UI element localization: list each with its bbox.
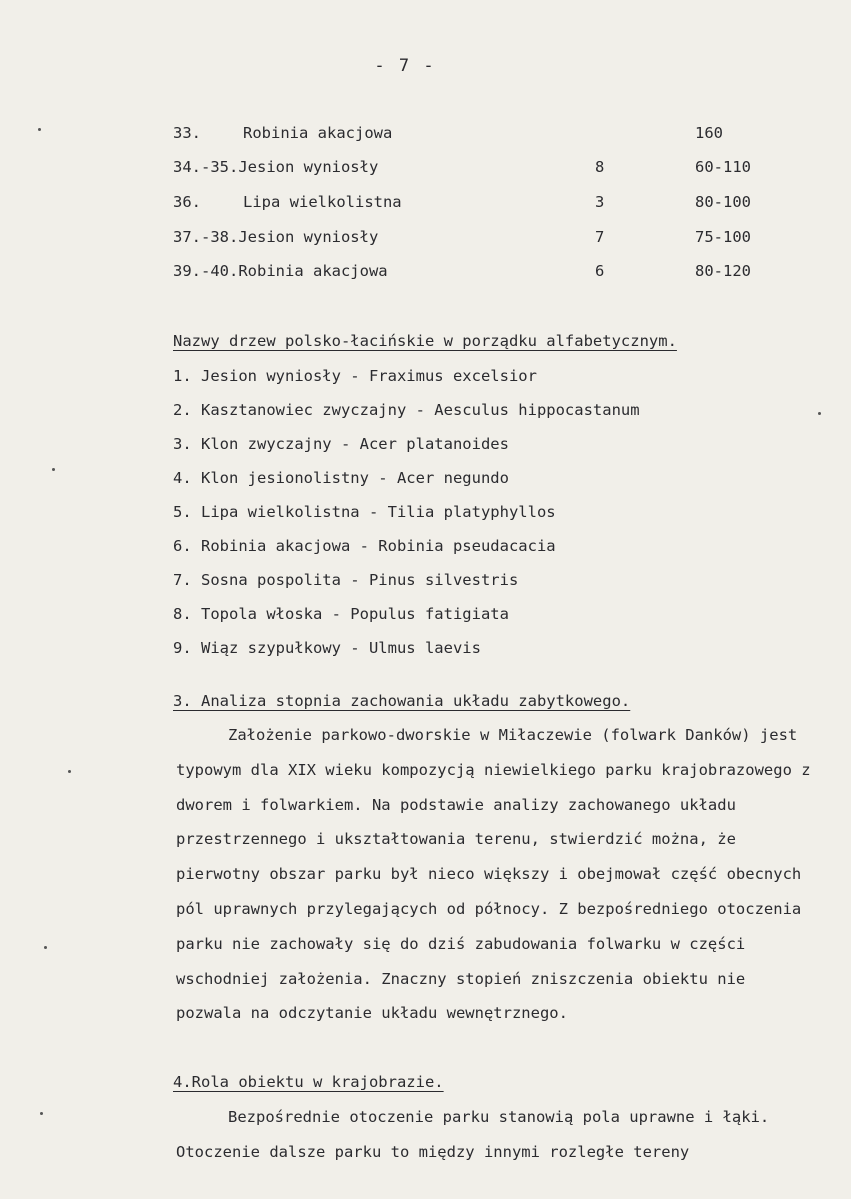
list-item: 9. Wiąz szypułkowy - Ulmus laevis [173,639,481,657]
tree-name: Jesion wyniosły [238,158,379,176]
tree-range: 80-100 [695,193,751,211]
tree-name: Jesion wyniosły [238,228,379,246]
tree-count: 7 [595,228,605,246]
section-3-text: Założenie parkowo-dworskie w Miłaczewie (folwark Danków) jest typowym dla XIX wieku kompozycją niewielkiego parku krajobrazowego z dworem i folwarkiem. Na podstawie analizy zachowanego układu przestrzennego i ukształtowania terenu, stwierdzić można, że pierwotny obszar parku był nieco większy i obejmował część obecnych pól uprawnych przylegających od północy. Z bezpośredniego otoczenia parku nie zachowały się do dziś zabudowania folwarku w części wschodniej założenia. Znaczny stopień zniszczenia obiektu nie pozwala na odczytanie układu wewnętrznego. [176,726,811,1023]
margin-mark [52,468,55,471]
section-4-paragraph [176,1100,816,1170]
list-item: 8. Topola włoska - Populus fatigiata [173,605,509,623]
margin-mark [40,1112,43,1115]
row-number: 39.-40. [173,262,239,280]
tree-range: 80-120 [695,262,751,280]
margin-mark [44,946,47,949]
table-row [173,158,751,176]
tree-name: Robinia akacjowa [238,262,388,280]
list-item: 5. Lipa wielkolistna - Tilia platyphyllos [173,503,556,521]
table-row [173,193,751,211]
list-item: 7. Sosna pospolita - Pinus silvestris [173,571,519,589]
row-number: 37.-38. [173,228,239,246]
tree-count: 6 [595,262,605,280]
tree-name: Robinia akacjowa [243,124,393,142]
section-3-heading: 3. Analiza stopnia zachowania układu zabytkowego. [173,692,631,710]
list-item: 1. Jesion wyniosły - Fraximus excelsior [173,367,537,385]
margin-mark [68,770,71,773]
row-number: 34.-35. [173,158,239,176]
list-item: 4. Klon jesionolistny - Acer negundo [173,469,509,487]
margin-mark [38,128,41,131]
names-heading: Nazwy drzew polsko-łacińskie w porządku alfabetycznym. [173,332,677,350]
margin-mark [818,412,821,415]
page-number: - 7 - [374,56,436,76]
tree-range: 75-100 [695,228,751,246]
section-4-heading: 4.Rola obiektu w krajobrazie. [173,1073,444,1091]
list-item: 3. Klon zwyczajny - Acer platanoides [173,435,509,453]
section-4-text: Bezpośrednie otoczenie parku stanowią pola uprawne i łąki. Otoczenie dalsze parku to między innymi rozległe tereny [176,1108,770,1161]
list-item: 2. Kasztanowiec zwyczajny - Aesculus hippocastanum [173,401,640,419]
tree-count: 3 [595,193,605,211]
section-3-paragraph [176,718,816,1031]
table-row [173,228,751,246]
tree-name: Lipa wielkolistna [243,193,402,211]
table-row [173,262,751,280]
tree-count: 8 [595,158,605,176]
table-row [173,124,723,142]
tree-range: 160 [695,124,723,142]
row-number: 36. [173,193,201,211]
tree-range: 60-110 [695,158,751,176]
list-item: 6. Robinia akacjowa - Robinia pseudacacia [173,537,556,555]
row-number: 33. [173,124,201,142]
